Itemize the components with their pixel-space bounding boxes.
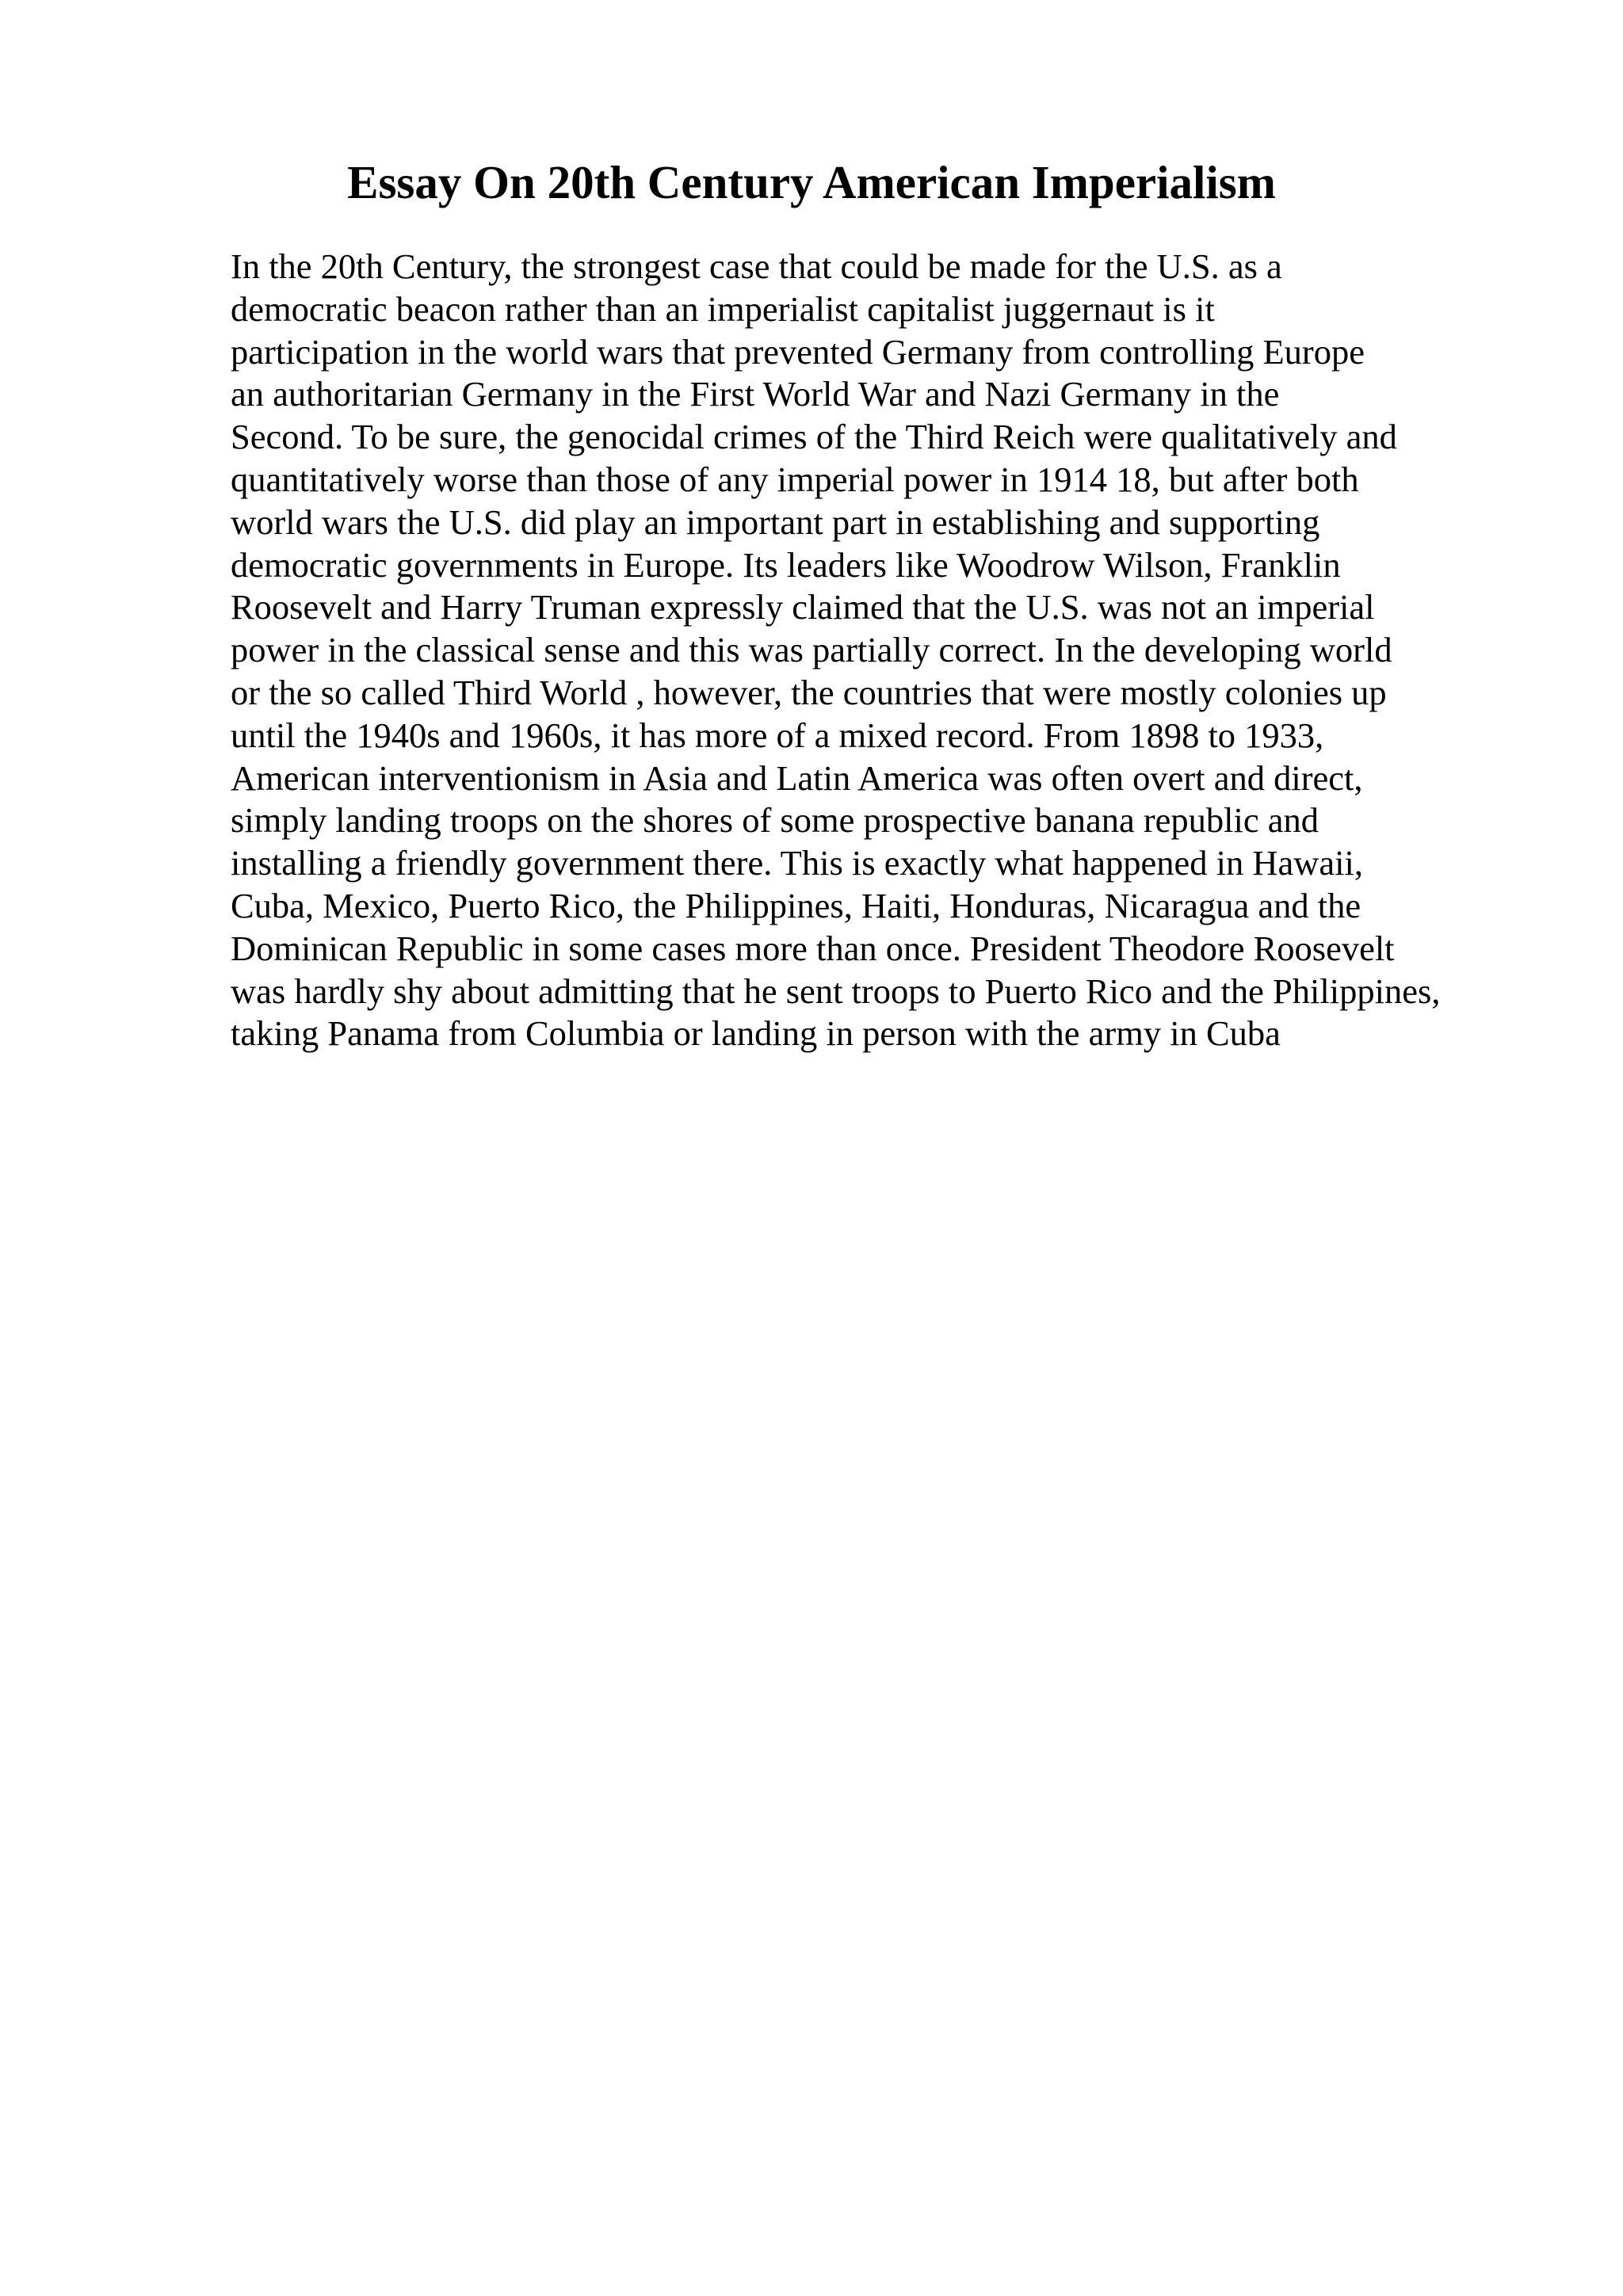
text-line: American interventionism in Asia and Latin America was often overt and direct,: [231, 757, 1363, 798]
text-line: or the so called Third World , however, the countries that were mostly colonies up: [231, 672, 1387, 712]
text-line: democratic beacon rather than an imperialist capitalist juggernaut is it: [231, 288, 1215, 329]
text-line: democratic governments in Europe. Its leaders like Woodrow Wilson, Franklin: [231, 544, 1341, 585]
text-line: participation in the world wars that prevented Germany from controlling Europe: [231, 331, 1365, 372]
text-line: In the 20th Century, the strongest case that could be made for the U.S. as a: [231, 246, 1282, 286]
document-title: Essay On 20th Century American Imperialism: [347, 156, 1276, 208]
text-line: power in the classical sense and this was partially correct. In the developing world: [231, 630, 1392, 670]
essay-body: [231, 246, 1610, 1055]
text-line: was hardly shy about admitting that he sent troops to Puerto Rico and the Philippines,: [231, 971, 1441, 1011]
text-line: Roosevelt and Harry Truman expressly claimed that the U.S. was not an imperial: [231, 587, 1375, 627]
text-line: taking Panama from Columbia or landing in person with the army in Cuba: [231, 1013, 1281, 1054]
text-line: an authoritarian Germany in the First World War and Nazi Germany in the: [231, 374, 1280, 414]
text-line: Second. To be sure, the genocidal crimes of the Third Reich were qualitatively and: [231, 417, 1397, 457]
text-line: until the 1940s and 1960s, it has more of a mixed record. From 1898 to 1933,: [231, 715, 1324, 755]
text-line: installing a friendly government there. This is exactly what happened in Hawaii,: [231, 843, 1363, 883]
text-line: world wars the U.S. did play an important part in establishing and supporting: [231, 502, 1320, 542]
text-line: Cuba, Mexico, Puerto Rico, the Philippines, Haiti, Honduras, Nicaragua and the: [231, 885, 1361, 925]
text-line: quantitatively worse than those of any imperial power in 1914 18, but after both: [231, 459, 1359, 499]
text-line: Dominican Republic in some cases more than once. President Theodore Roosevelt: [231, 928, 1395, 968]
text-line: simply landing troops on the shores of some prospective banana republic and: [231, 800, 1319, 841]
